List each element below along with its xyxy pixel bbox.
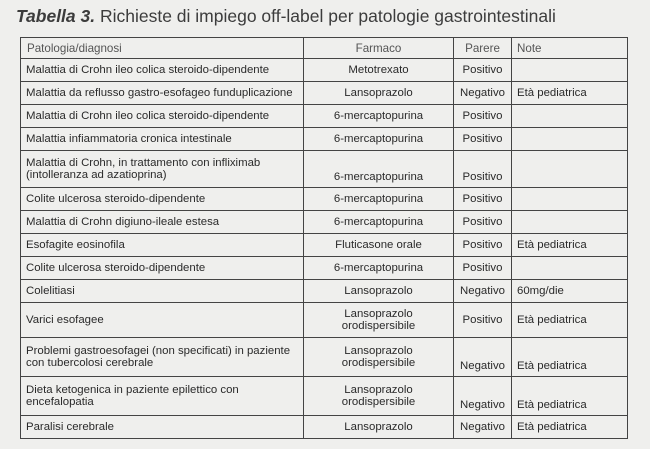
cell-patologia: Esofagite eosinofila	[21, 234, 304, 257]
cell-patologia: Malattia di Crohn, in trattamento con infliximab (intolleranza ad azatioprina)	[21, 151, 304, 188]
cell-note: Età pediatrica	[512, 82, 628, 105]
table-row	[21, 128, 628, 151]
cell-parere: Positivo	[454, 257, 512, 280]
header-patologia: Patologia/diagnosi	[21, 38, 304, 59]
table-row	[21, 211, 628, 234]
header-note: Note	[512, 38, 628, 59]
cell-note: Età pediatrica	[512, 234, 628, 257]
cell-patologia: Problemi gastroesofagei (non specificati) in paziente con tubercolosi cerebrale	[21, 338, 304, 377]
table-row	[21, 416, 628, 439]
cell-note	[512, 59, 628, 82]
cell-parere: Positivo	[454, 211, 512, 234]
table-title-text: Richieste di impiego off-label per patologie gastrointestinali	[95, 6, 556, 26]
cell-note	[512, 257, 628, 280]
cell-patologia: Malattia di Crohn ileo colica steroido-dipendente	[21, 105, 304, 128]
cell-parere: Negativo	[454, 377, 512, 416]
cell-parere: Positivo	[454, 151, 512, 188]
table-header-row	[21, 38, 628, 59]
table-row	[21, 188, 628, 211]
cell-parere: Negativo	[454, 82, 512, 105]
cell-parere: Positivo	[454, 234, 512, 257]
table-row	[21, 257, 628, 280]
cell-farmaco: 6-mercaptopurina	[304, 257, 454, 280]
cell-farmaco: Metotrexato	[304, 59, 454, 82]
cell-farmaco: 6-mercaptopurina	[304, 151, 454, 188]
cell-patologia: Malattia di Crohn ileo colica steroido-dipendente	[21, 59, 304, 82]
cell-note	[512, 211, 628, 234]
cell-farmaco: Lansoprazolo orodispersibile	[304, 377, 454, 416]
cell-note: Età pediatrica	[512, 377, 628, 416]
cell-farmaco: 6-mercaptopurina	[304, 128, 454, 151]
table-row	[21, 303, 628, 338]
cell-patologia: Malattia da reflusso gastro-esofageo funduplicazione	[21, 82, 304, 105]
cell-farmaco: 6-mercaptopurina	[304, 188, 454, 211]
cell-parere: Positivo	[454, 59, 512, 82]
cell-parere: Positivo	[454, 128, 512, 151]
cell-patologia: Malattia di Crohn digiuno-ileale estesa	[21, 211, 304, 234]
cell-parere: Negativo	[454, 416, 512, 439]
cell-note: Età pediatrica	[512, 338, 628, 377]
cell-patologia: Dieta ketogenica in paziente epilettico con encefalopatia	[21, 377, 304, 416]
cell-note: Età pediatrica	[512, 303, 628, 338]
table-row	[21, 280, 628, 303]
cell-farmaco: 6-mercaptopurina	[304, 211, 454, 234]
table-row	[21, 377, 628, 416]
cell-farmaco: Lansoprazolo orodispersibile	[304, 338, 454, 377]
table-title	[16, 6, 636, 27]
cell-parere: Positivo	[454, 303, 512, 338]
cell-parere: Negativo	[454, 338, 512, 377]
table-row	[21, 338, 628, 377]
table-title-number: Tabella 3.	[16, 6, 96, 26]
cell-note	[512, 151, 628, 188]
cell-note: 60mg/die	[512, 280, 628, 303]
cell-note	[512, 105, 628, 128]
table-row	[21, 234, 628, 257]
table-row	[21, 105, 628, 128]
cell-patologia: Colite ulcerosa steroido-dipendente	[21, 188, 304, 211]
table-row	[21, 82, 628, 105]
off-label-table	[20, 37, 628, 439]
cell-parere: Negativo	[454, 280, 512, 303]
cell-farmaco: Lansoprazolo	[304, 82, 454, 105]
header-farmaco: Farmaco	[304, 38, 454, 59]
cell-note: Età pediatrica	[512, 416, 628, 439]
table-row	[21, 59, 628, 82]
cell-farmaco: Lansoprazolo	[304, 416, 454, 439]
cell-patologia: Varici esofagee	[21, 303, 304, 338]
cell-farmaco: Lansoprazolo orodispersibile	[304, 303, 454, 338]
cell-farmaco: 6-mercaptopurina	[304, 105, 454, 128]
cell-patologia: Paralisi cerebrale	[21, 416, 304, 439]
cell-note	[512, 188, 628, 211]
cell-parere: Positivo	[454, 105, 512, 128]
cell-patologia: Colelitiasi	[21, 280, 304, 303]
cell-patologia: Malattia infiammatoria cronica intestinale	[21, 128, 304, 151]
cell-note	[512, 128, 628, 151]
cell-parere: Positivo	[454, 188, 512, 211]
table-row	[21, 151, 628, 188]
header-parere: Parere	[454, 38, 512, 59]
cell-patologia: Colite ulcerosa steroido-dipendente	[21, 257, 304, 280]
cell-farmaco: Lansoprazolo	[304, 280, 454, 303]
cell-farmaco: Fluticasone orale	[304, 234, 454, 257]
